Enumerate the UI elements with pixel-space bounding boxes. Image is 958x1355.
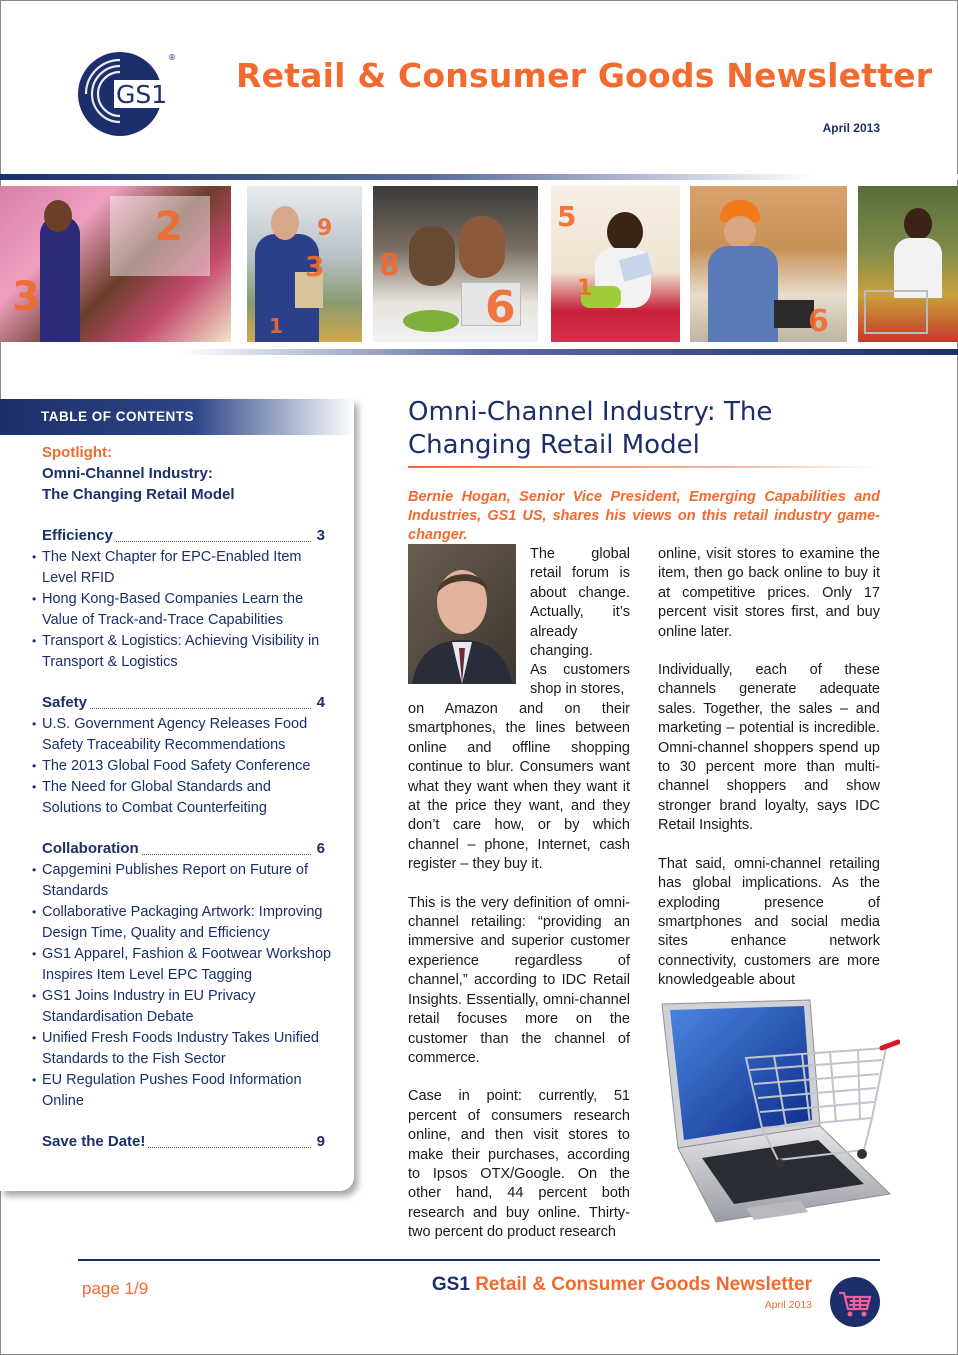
fresh-produce-photo: [858, 186, 958, 342]
footer-date: April 2013: [764, 1299, 812, 1311]
toc-section-safety[interactable]: [42, 694, 325, 711]
article-paragraph-2-start: As customers shop in stores,: [530, 662, 630, 698]
toc-heading: TABLE OF CONTENTS: [41, 409, 194, 424]
article-paragraph: on Amazon and on their smartphones, the lines between online and offline shopping continue to blur. Consumers want what they want when they want it at the price they want, and they don’t care how, or by which channel – phone, Internet, cash register – they buy it.: [408, 701, 630, 873]
toc-header: [0, 399, 354, 435]
author-portrait: [408, 544, 516, 684]
gs1-logo: [78, 48, 176, 138]
toc-item[interactable]: • Unified Fresh Foods Industry Takes Unified Standards to the Fish Sector: [32, 1028, 332, 1070]
svg-text:®: ®: [168, 53, 176, 62]
shopper-figure: [894, 238, 942, 298]
shopping-cart-icon: [830, 1277, 880, 1327]
article-deck: Bernie Hogan, Senior Vice President, Emerging Capabilities and Industries, GS1 US, shares his views on this retail industry game-changer.: [408, 489, 880, 543]
article-paragraph: That said, omni-channel retailing has global implications. As the exploding presence of smartphones and social media sites enhance network connectivity, customers are more knowledgeable about: [658, 855, 880, 989]
toc-item[interactable]: • GS1 Joins Industry in EU Privacy Standardisation Debate: [32, 986, 332, 1028]
toc-collaboration-items: [32, 860, 332, 1112]
toc-section-efficiency[interactable]: [42, 527, 325, 544]
article-title-rule: [408, 466, 880, 468]
toc-item[interactable]: • The Next Chapter for EPC-Enabled Item Level RFID: [32, 547, 332, 589]
toc-item[interactable]: • EU Regulation Pushes Food Information Online: [32, 1070, 332, 1112]
warehouse-worker-photo: [690, 186, 847, 342]
article-intro: The global retail forum is about change. Actually, it’s already changing.: [530, 546, 630, 660]
toc-section-title: Efficiency: [42, 527, 116, 544]
toc-section-title: Save the Date!: [42, 1133, 148, 1150]
footer-newsletter-title: [432, 1274, 812, 1296]
footer-rule: [78, 1259, 880, 1261]
photo-number-9: 9: [317, 216, 333, 241]
article-paragraph: online, visit stores to examine the item, then go back online to buy it at competitive prices. Only 17 percent visit stores first, and buy online later.: [658, 546, 880, 640]
worker-head: [724, 216, 756, 248]
svg-text:GS1: GS1: [116, 80, 168, 109]
photo-number-3: 3: [12, 274, 40, 320]
toc-item[interactable]: • GS1 Apparel, Fashion & Footwear Workshop Inspires Item Level EPC Tagging: [32, 944, 332, 986]
spotlight-title-line-2[interactable]: The Changing Retail Model: [42, 486, 235, 503]
toc-spotlight[interactable]: [42, 442, 235, 505]
laptop-couple-photo: [373, 186, 538, 342]
toc-section-title: Collaboration: [42, 840, 142, 857]
toc-item[interactable]: • Collaborative Packaging Artwork: Improving Design Time, Quality and Efficiency: [32, 902, 332, 944]
toc-section-collaboration[interactable]: [42, 840, 325, 857]
spotlight-label: Spotlight:: [42, 444, 112, 461]
article-paragraph: Case in point: currently, 51 percent of consumers research online, and then visit stores to make their purchases, according to Ipsos OTX/Google. On the other hand, 44 percent both research and buy online. Thirty-two percent do product research: [408, 1088, 630, 1241]
toc-item[interactable]: • The 2013 Global Food Safety Conference: [32, 756, 332, 777]
worker-figure: [708, 246, 778, 342]
newsletter-title: Retail & Consumer Goods Newsletter: [236, 56, 933, 95]
issue-date: April 2013: [822, 121, 880, 135]
photo-number-5: 5: [557, 200, 577, 233]
shopper-head: [44, 200, 72, 232]
shopping-cart: [864, 290, 928, 334]
toc-item[interactable]: • Transport & Logistics: Achieving Visibility in Transport & Logistics: [32, 631, 332, 673]
reader-head: [607, 212, 643, 252]
toc-item[interactable]: • Capgemini Publishes Report on Future of Standards: [32, 860, 332, 902]
shopper-head: [271, 206, 299, 240]
photo-number-2: 2: [155, 204, 183, 250]
shopper-figure: [40, 216, 80, 342]
photo-strip-top-border: [0, 174, 958, 180]
toc-section-title: Safety: [42, 694, 90, 711]
toc-section-save-the-date[interactable]: [42, 1133, 325, 1150]
page-number: page 1/9: [82, 1279, 149, 1298]
toc-page-number: 9: [316, 1133, 325, 1150]
toc-item[interactable]: • Hong Kong-Based Companies Learn the Value of Track-and-Trace Capabilities: [32, 589, 332, 631]
toc-page-number: 3: [316, 527, 325, 544]
toc-page-number: 4: [316, 694, 325, 711]
photo-number-1: 1: [269, 314, 283, 338]
tablet-reader-photo: [551, 186, 680, 342]
toc-item[interactable]: • The Need for Global Standards and Solutions to Combat Counterfeiting: [32, 777, 332, 819]
grocery-shopper-photo: [247, 186, 362, 342]
portrait-image: [408, 544, 516, 684]
photo-number-8: 8: [379, 248, 400, 283]
spotlight-title-line-1[interactable]: Omni-Channel Industry:: [42, 465, 213, 482]
photo-number-6: 6: [485, 282, 516, 333]
photo-strip-bottom-border: [180, 349, 958, 355]
footer-brand: GS1: [431, 1274, 470, 1295]
fruit-bowl: [403, 310, 459, 332]
table-of-contents: [0, 399, 354, 1191]
toc-page-number: 6: [316, 840, 325, 857]
article-column-2: [658, 545, 880, 991]
photo-number-1: 1: [577, 276, 593, 301]
article-column-1: [408, 700, 630, 1243]
woman-figure: [409, 226, 455, 286]
toc-safety-items: [32, 714, 332, 819]
footer-title: Retail & Consumer Goods Newsletter: [475, 1274, 812, 1295]
laptop-cart-illustration: [650, 998, 900, 1228]
article-title: Omni-Channel Industry: The Changing Retail Model: [408, 397, 773, 460]
photo-number-3: 3: [305, 250, 325, 283]
toc-efficiency-items: [32, 547, 332, 673]
toc-item[interactable]: • U.S. Government Agency Releases Food Safety Traceability Recommendations: [32, 714, 332, 756]
article-paragraph: Individually, each of these channels generate adequate sales. Together, the sales – and marketing – potential is incredible. Omni-channel shoppers spend up to 30 percent more than multi-channel shoppers and show stronger brand loyalty, says IDC Retail Insights.: [658, 662, 880, 834]
shopper-head: [904, 208, 932, 240]
photo-number-6: 6: [808, 304, 829, 339]
clothing-shopper-photo: [0, 186, 231, 342]
article-paragraph: This is the very definition of omni-channel retailing: “providing an immersive and superior customer experience regardless of channel,” according to IDC Retail Insights. Essentially, omni-channel retail focuses more on the customer than the channel of commerce.: [408, 894, 630, 1066]
man-figure: [459, 216, 505, 278]
